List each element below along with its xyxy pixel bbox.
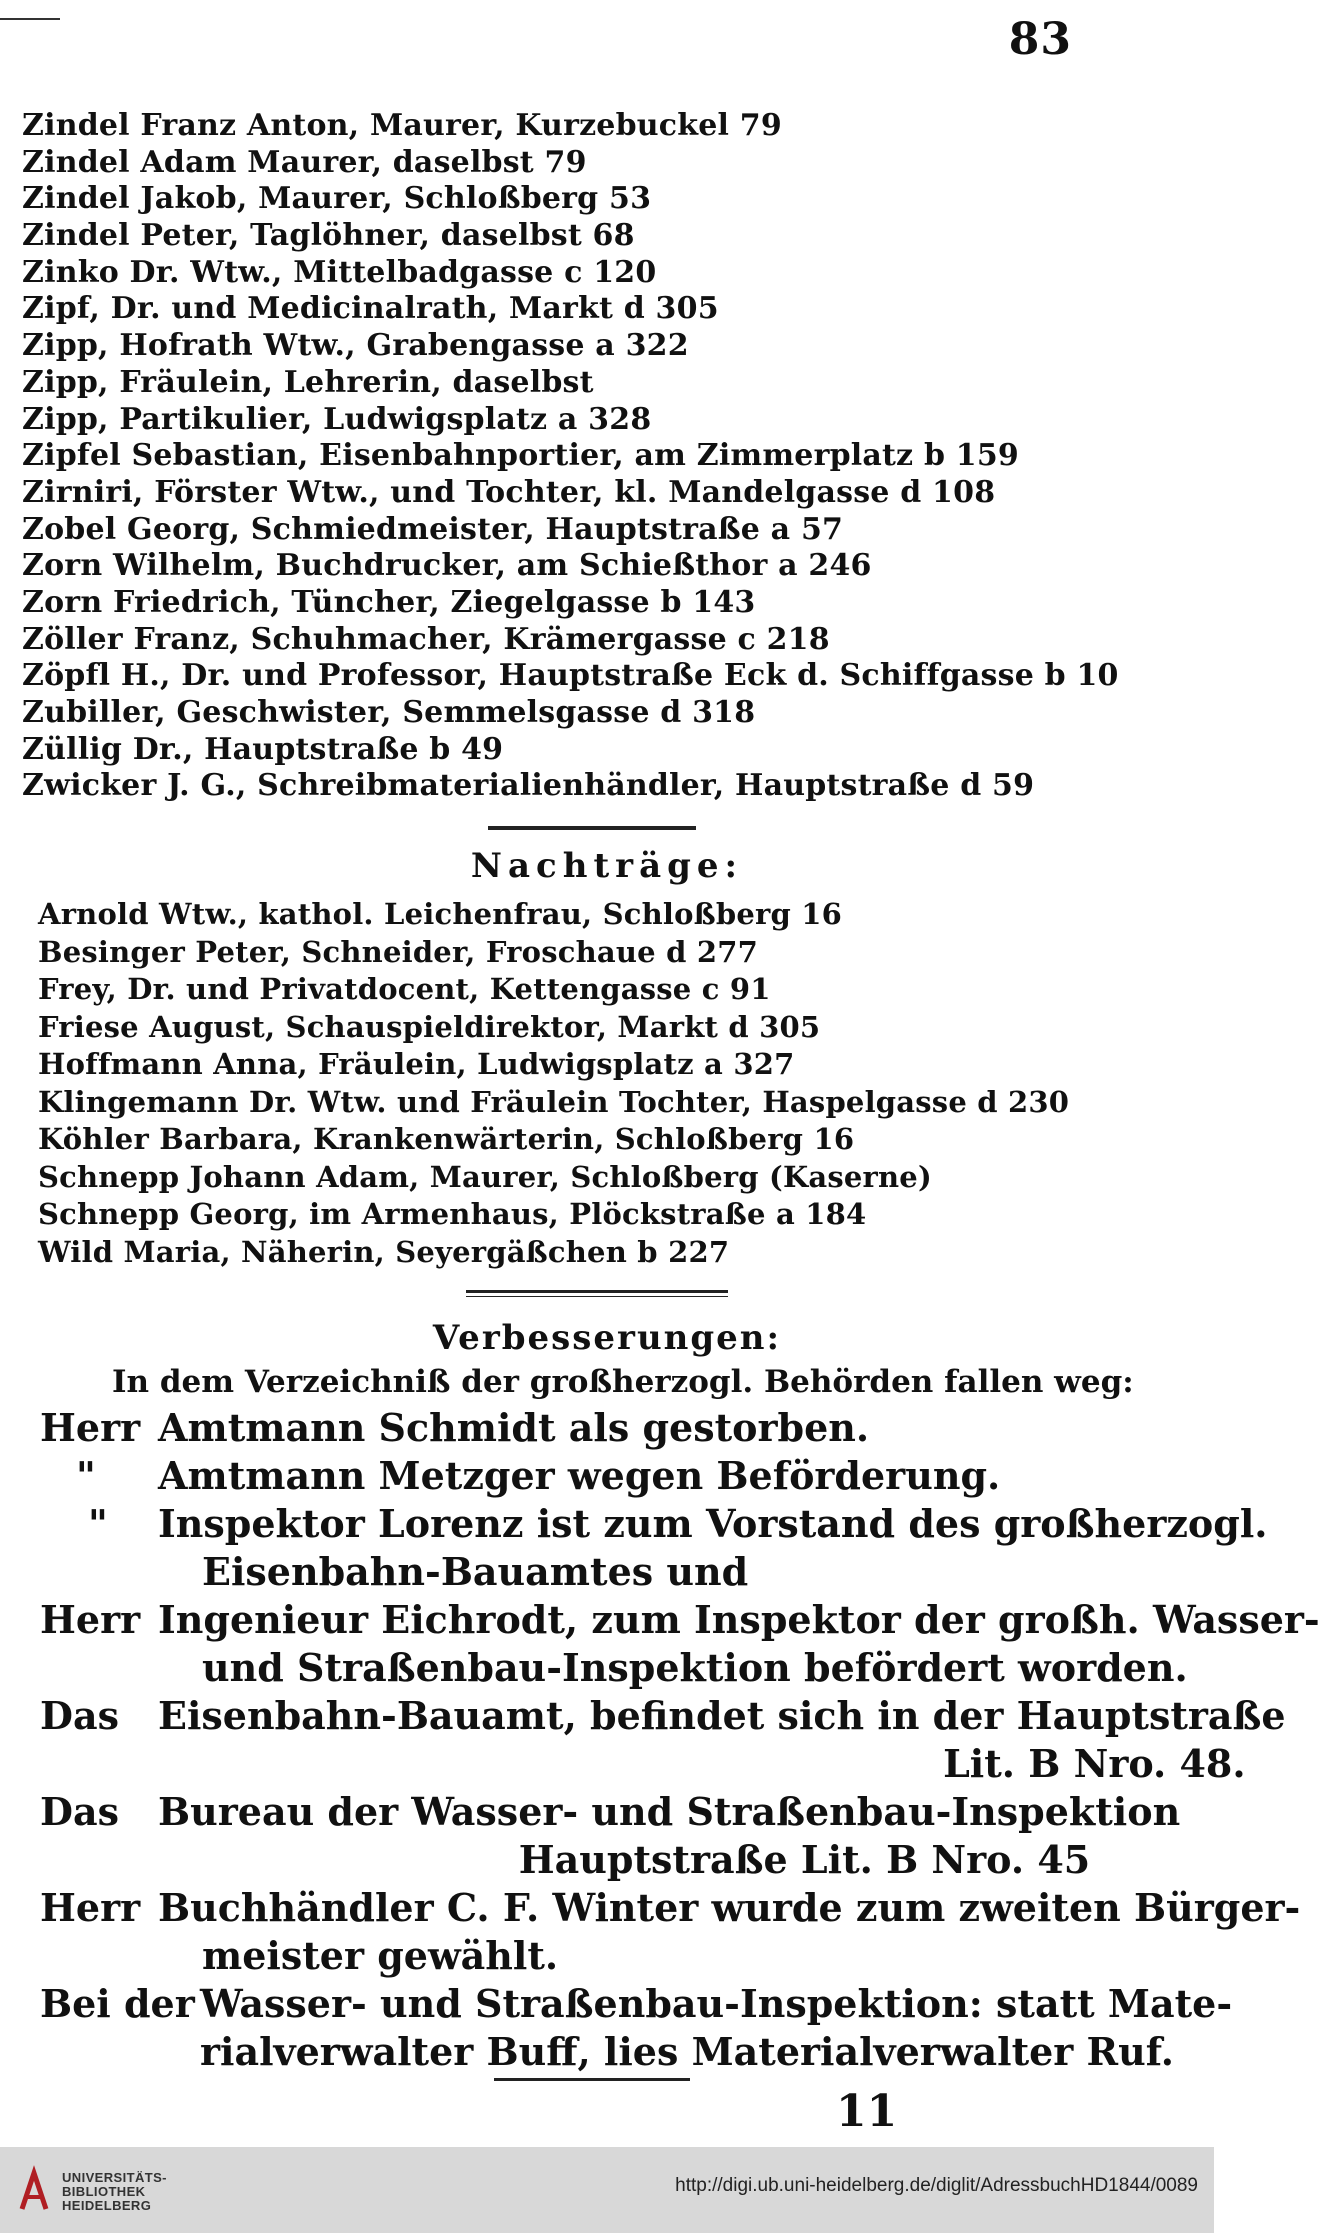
corrections-list xyxy=(40,1404,1320,2076)
correction-lead: " xyxy=(88,1501,108,1546)
correction-lead: Bei der xyxy=(40,1981,195,2026)
footer-page-number: 11 xyxy=(836,2086,898,2137)
correction-text: Amtmann Schmidt als gestorben. xyxy=(158,1405,870,1450)
list-item: Zipfel Sebastian, Eisenbahnportier, am Zimmerplatz b 159 xyxy=(22,438,1019,474)
correction-lead: Das xyxy=(40,1789,119,1834)
list-item: Zirniri, Förster Wtw., und Tochter, kl. Mandelgasse d 108 xyxy=(22,474,996,510)
list-item: Zobel Georg, Schmiedmeister, Hauptstraße a 57 xyxy=(22,511,844,547)
correction-text: Hauptstraße Lit. B Nro. 45 xyxy=(518,1837,1091,1882)
list-item: Klingemann Dr. Wtw. und Fräulein Tochter, Haspelgasse d 230 xyxy=(38,1084,1070,1119)
list-item: Köhler Barbara, Krankenwärterin, Schloßberg 16 xyxy=(38,1122,855,1156)
list-item: Zwicker J. G., Schreibmaterialienhändler, Hauptstraße d 59 xyxy=(22,768,1035,804)
library-name xyxy=(62,2171,167,2213)
list-item: Zindel Franz Anton, Maurer, Kurzebuckel 79 xyxy=(22,108,782,143)
section-divider xyxy=(466,1290,728,1293)
list-item: Zubiller, Geschwister, Semmelsgasse d 318 xyxy=(22,695,756,730)
correction-item xyxy=(40,1980,1233,2076)
corrections-intro: In dem Verzeichniß der großherzogl. Behörden fallen weg: xyxy=(112,1364,1134,1400)
list-item: Zinko Dr. Wtw., Mittelbadgasse c 120 xyxy=(22,254,657,290)
correction-lead: Herr xyxy=(40,1597,141,1642)
correction-item xyxy=(40,1596,1320,1692)
list-item: Zipp, Fräulein, Lehrerin, daselbst xyxy=(22,364,594,400)
list-item: Friese August, Schauspieldirektor, Markt d 305 xyxy=(38,1009,821,1044)
list-item: Hoffmann Anna, Fräulein, Ludwigsplatz a 327 xyxy=(38,1047,795,1081)
list-item: Zindel Peter, Taglöhner, daselbst 68 xyxy=(22,218,635,254)
list-item: Frey, Dr. und Privatdocent, Kettengasse c 91 xyxy=(38,972,771,1006)
list-item: Wild Maria, Näherin, Seyergäßchen b 227 xyxy=(38,1234,730,1269)
list-item: Arnold Wtw., kathol. Leichenfrau, Schloßberg 16 xyxy=(38,897,842,931)
correction-text: Eisenbahn-Bauamt, befindet sich in der Hauptstraße xyxy=(158,1693,1286,1738)
university-logo-icon xyxy=(16,2169,52,2213)
top-rule xyxy=(0,18,60,20)
list-item: Züllig Dr., Hauptstraße b 49 xyxy=(22,731,504,767)
source-url-link[interactable]: http://digi.ub.uni-heidelberg.de/diglit/AdressbuchHD1844/0089 xyxy=(675,2175,1198,2196)
correction-item xyxy=(40,1452,1160,1500)
list-item: Schnepp Johann Adam, Maurer, Schloßberg (Kaserne) xyxy=(38,1159,932,1194)
list-item: Zipp, Partikulier, Ludwigsplatz a 328 xyxy=(22,401,652,437)
library-name-line: HEIDELBERG xyxy=(62,2198,152,2213)
correction-text: Wasser- und Straßenbau-Inspektion: statt Mate- xyxy=(200,1981,1233,2026)
correction-item xyxy=(40,1500,1268,1596)
list-item: Schnepp Georg, im Armenhaus, Plöckstraße a 184 xyxy=(38,1197,867,1231)
supplements-list xyxy=(38,896,1118,1271)
section-divider xyxy=(488,826,696,830)
list-item: Zöller Franz, Schuhmacher, Krämergasse c 218 xyxy=(22,621,830,657)
list-item: Zipf, Dr. und Medicinalrath, Markt d 305 xyxy=(22,291,719,327)
correction-lead: Herr xyxy=(40,1885,141,1930)
list-item: Zöpfl H., Dr. und Professor, Hauptstraße Eck d. Schiffgasse b 10 xyxy=(22,658,1119,694)
section-divider xyxy=(466,1296,728,1297)
list-item: Zindel Jakob, Maurer, Schloßberg 53 xyxy=(22,181,652,217)
digitization-footer xyxy=(0,2147,1214,2233)
correction-text: und Straßenbau-Inspektion befördert worden. xyxy=(202,1645,1188,1690)
correction-lead: Herr xyxy=(40,1405,141,1450)
library-name-line: UNIVERSITÄTS- xyxy=(62,2170,167,2185)
correction-text: Ingenieur Eichrodt, zum Inspektor der großh. Wasser- xyxy=(158,1597,1320,1642)
correction-text: Eisenbahn-Bauamtes und xyxy=(202,1549,749,1594)
library-name-line: BIBLIOTHEK xyxy=(62,2184,146,2199)
supplements-title: Nachträge: xyxy=(470,846,744,886)
list-item: Zorn Friedrich, Tüncher, Ziegelgasse b 143 xyxy=(22,584,756,620)
page-number: 83 xyxy=(1008,14,1072,65)
correction-item xyxy=(40,1692,1286,1788)
list-item: Zindel Adam Maurer, daselbst 79 xyxy=(22,144,587,180)
list-item: Zorn Wilhelm, Buchdrucker, am Schießthor a 246 xyxy=(22,548,872,584)
correction-text: meister gewählt. xyxy=(202,1933,559,1978)
correction-item xyxy=(40,1788,1181,1884)
correction-text: Buchhändler C. F. Winter wurde zum zweiten Bürger- xyxy=(158,1885,1301,1930)
correction-text: rialverwalter Buff, lies Materialverwalter Ruf. xyxy=(200,2029,1174,2074)
correction-item xyxy=(40,1884,1301,1980)
correction-text: Inspektor Lorenz ist zum Vorstand des großherzogl. xyxy=(158,1501,1268,1546)
list-item: Zipp, Hofrath Wtw., Grabengasse a 322 xyxy=(22,328,689,364)
correction-lead: " xyxy=(76,1453,96,1498)
section-divider xyxy=(494,2078,690,2081)
correction-item xyxy=(40,1404,1160,1452)
list-item: Besinger Peter, Schneider, Froschaue d 277 xyxy=(38,934,759,969)
correction-text: Bureau der Wasser- und Straßenbau-Inspektion xyxy=(158,1789,1181,1834)
correction-text: Lit. B Nro. 48. xyxy=(943,1741,1246,1786)
corrections-title: Verbesserungen: xyxy=(432,1318,782,1358)
correction-lead: Das xyxy=(40,1693,119,1738)
address-list xyxy=(22,108,1119,805)
correction-text: Amtmann Metzger wegen Beförderung. xyxy=(158,1453,1001,1498)
